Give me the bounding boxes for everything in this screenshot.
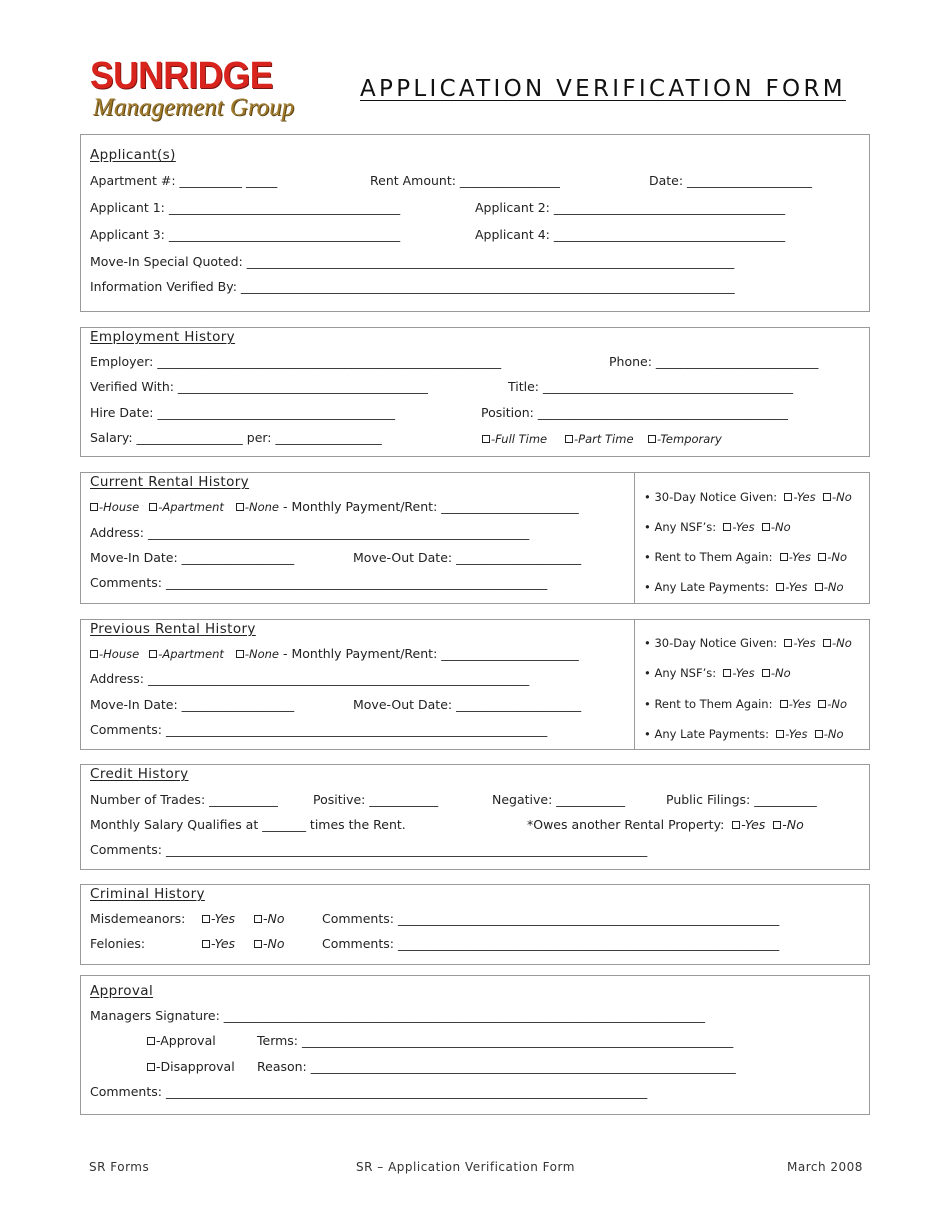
yes-label: -Yes	[793, 490, 816, 504]
no-label: -No	[831, 490, 852, 504]
late-payments-row	[644, 579, 844, 595]
applicant-1-field[interactable]: Applicant 1: _____________________________________	[90, 200, 401, 215]
checkbox-icon[interactable]	[90, 650, 98, 658]
logo-subtitle: Management Group	[93, 94, 295, 121]
checkbox-icon[interactable]	[202, 940, 210, 948]
title-field[interactable]: Title: ________________________________________	[508, 379, 793, 394]
rent-again-label: Rent to Them Again:	[654, 697, 773, 711]
checkbox-icon[interactable]	[254, 915, 262, 923]
checkbox-icon[interactable]	[773, 821, 781, 829]
no-option[interactable]	[818, 550, 847, 564]
no-option[interactable]	[815, 580, 844, 594]
previous-rental-heading: Previous Rental History	[90, 621, 256, 637]
rent-amount-field[interactable]: Rent Amount: ________________	[370, 173, 560, 188]
apartment-option[interactable]	[149, 647, 224, 661]
reason-field[interactable]: Reason: ____________________________________________________________________	[257, 1059, 736, 1074]
no-label: -No	[770, 666, 791, 680]
none-option[interactable]	[236, 647, 279, 661]
house-option[interactable]	[90, 647, 139, 661]
applicant-3-field[interactable]: Applicant 3: _____________________________________	[90, 227, 401, 242]
position-field[interactable]: Position: ________________________________________	[481, 405, 788, 420]
company-logo	[90, 56, 295, 126]
column-divider	[634, 620, 635, 749]
notice-label: 30-Day Notice Given:	[654, 490, 778, 504]
employment-section	[80, 327, 870, 457]
checkbox-icon[interactable]	[776, 583, 784, 591]
current-residence-type	[90, 499, 579, 515]
bullet: •	[644, 580, 651, 594]
nsf-label: Any NSF’s:	[654, 666, 717, 680]
no-label: -No	[770, 520, 791, 534]
house-option[interactable]	[90, 500, 139, 514]
no-option[interactable]	[823, 490, 852, 504]
footer-left: SR Forms	[89, 1160, 150, 1174]
part-time-option[interactable]	[565, 431, 634, 447]
previous-move-in-field[interactable]: Move-In Date: __________________	[90, 697, 295, 712]
approval-label: -Approval	[156, 1033, 216, 1048]
yes-label: -Yes	[793, 636, 816, 650]
notice-given-row	[644, 489, 852, 505]
no-label: -No	[831, 636, 852, 650]
checkbox-icon[interactable]	[90, 503, 98, 511]
bullet: •	[644, 666, 651, 680]
yes-option[interactable]	[776, 727, 807, 741]
no-option[interactable]	[773, 817, 804, 832]
late-payments-label: Any Late Payments:	[654, 727, 769, 741]
approval-option[interactable]	[147, 1033, 216, 1049]
nsf-label: Any NSF’s:	[654, 520, 717, 534]
applicant-4-field[interactable]: Applicant 4: _____________________________________	[475, 227, 786, 242]
checkbox-icon[interactable]	[723, 669, 731, 677]
number-of-trades-field[interactable]: Number of Trades: ___________	[90, 792, 278, 807]
applicants-heading: Applicant(s)	[90, 147, 176, 163]
employer-field[interactable]: Employer: _______________________________________________________	[90, 354, 502, 369]
misdemeanors-comments-field[interactable]: Comments: _____________________________________________________________	[322, 911, 780, 926]
terms-field[interactable]: Terms: _____________________________________________________________________	[257, 1033, 734, 1048]
apartment-field[interactable]: Apartment #: __________ _____	[90, 173, 278, 188]
house-label: -House	[99, 500, 140, 514]
previous-address-field[interactable]: Address: _____________________________________________________________	[90, 671, 530, 686]
yes-label: -Yes	[732, 666, 755, 680]
current-move-out-field[interactable]: Move-Out Date: ____________________	[353, 550, 582, 565]
nsf-row	[644, 665, 791, 681]
yes-label: -Yes	[211, 936, 236, 951]
footer-right: March 2008	[787, 1160, 863, 1174]
checkbox-icon[interactable]	[149, 650, 157, 658]
bullet: •	[644, 697, 651, 711]
rent-again-row	[644, 549, 847, 565]
managers-signature-field[interactable]: Managers Signature: _____________________________________________________________________________	[90, 1008, 706, 1023]
no-option[interactable]	[818, 697, 847, 711]
logo-wordmark: SUNRIDGE	[90, 55, 273, 97]
none-option[interactable]	[236, 500, 279, 514]
no-option[interactable]	[762, 520, 791, 534]
checkbox-icon[interactable]	[776, 730, 784, 738]
positive-field[interactable]: Positive: ___________	[313, 792, 439, 807]
rent-again-row	[644, 696, 847, 712]
temporary-option[interactable]	[648, 431, 722, 447]
yes-label: -Yes	[211, 911, 236, 926]
part-time-label: -Part Time	[574, 432, 634, 446]
bullet: •	[644, 550, 651, 564]
checkbox-icon[interactable]	[147, 1063, 155, 1071]
applicant-2-field[interactable]: Applicant 2: _____________________________________	[475, 200, 786, 215]
credit-section	[80, 764, 870, 870]
disapproval-label: -Disapproval	[156, 1059, 235, 1074]
bullet: •	[644, 727, 651, 741]
checkbox-icon[interactable]	[784, 493, 792, 501]
no-label: -No	[823, 727, 844, 741]
checkbox-icon[interactable]	[784, 639, 792, 647]
previous-rental-section	[80, 619, 870, 750]
previous-residence-type	[90, 646, 579, 662]
apartment-label: -Apartment	[158, 647, 224, 661]
previous-comments-field[interactable]: Comments: _____________________________________________________________	[90, 722, 548, 737]
yes-label: -Yes	[788, 550, 811, 564]
misdemeanors-no-option[interactable]	[254, 911, 285, 927]
checkbox-icon[interactable]	[482, 435, 490, 443]
yes-label: -Yes	[741, 817, 766, 832]
no-label: -No	[263, 936, 285, 951]
yes-option[interactable]	[780, 550, 811, 564]
checkbox-icon[interactable]	[723, 523, 731, 531]
yes-option[interactable]	[780, 697, 811, 711]
monthly-payment-field[interactable]: - Monthly Payment/Rent: ______________________	[279, 646, 579, 661]
monthly-payment-field[interactable]: - Monthly Payment/Rent: ______________________	[279, 499, 579, 514]
yes-option[interactable]	[784, 636, 815, 650]
date-field[interactable]: Date: ____________________	[649, 173, 813, 188]
nsf-row	[644, 519, 791, 535]
disapproval-option[interactable]	[147, 1059, 235, 1075]
page-title: APPLICATION VERIFICATION FORM	[360, 76, 846, 102]
no-label: -No	[827, 697, 848, 711]
checkbox-icon[interactable]	[202, 915, 210, 923]
approval-heading: Approval	[90, 983, 154, 999]
checkbox-icon[interactable]	[147, 1037, 155, 1045]
applicants-section	[80, 134, 870, 312]
none-label: -None	[244, 500, 280, 514]
verified-with-field[interactable]: Verified With: ________________________________________	[90, 379, 428, 394]
yes-option[interactable]	[723, 666, 754, 680]
felonies-yes-option[interactable]	[202, 936, 235, 952]
no-option[interactable]	[815, 727, 844, 741]
no-label: -No	[263, 911, 285, 926]
yes-label: -Yes	[732, 520, 755, 534]
apartment-label: -Apartment	[158, 500, 224, 514]
late-payments-row	[644, 726, 844, 742]
current-rental-section	[80, 472, 870, 604]
no-option[interactable]	[823, 636, 852, 650]
negative-field[interactable]: Negative: ___________	[492, 792, 626, 807]
house-label: -House	[99, 647, 140, 661]
information-verified-by-field[interactable]: Information Verified By: _______________________________________________________________________________	[90, 279, 735, 294]
yes-option[interactable]	[723, 520, 754, 534]
no-option[interactable]	[762, 666, 791, 680]
checkbox-icon[interactable]	[780, 700, 788, 708]
checkbox-icon[interactable]	[818, 553, 826, 561]
temporary-label: -Temporary	[657, 432, 722, 446]
current-move-in-field[interactable]: Move-In Date: __________________	[90, 550, 295, 565]
checkbox-icon[interactable]	[762, 669, 770, 677]
employment-heading: Employment History	[90, 329, 236, 345]
credit-comments-field[interactable]: Comments: _____________________________________________________________________________	[90, 842, 648, 857]
rent-again-label: Rent to Them Again:	[654, 550, 773, 564]
yes-label: -Yes	[785, 727, 808, 741]
column-divider	[634, 473, 635, 603]
current-address-field[interactable]: Address: _____________________________________________________________	[90, 525, 530, 540]
current-rental-heading: Current Rental History	[90, 474, 250, 490]
bullet: •	[644, 520, 651, 534]
late-payments-label: Any Late Payments:	[654, 580, 769, 594]
full-time-option[interactable]	[482, 431, 547, 447]
full-time-label: -Full Time	[491, 432, 548, 446]
salary-qualifies-field[interactable]: Monthly Salary Qualifies at _______ times the Rent.	[90, 817, 406, 832]
checkbox-icon[interactable]	[815, 583, 823, 591]
no-label: -No	[782, 817, 804, 832]
checkbox-icon[interactable]	[648, 435, 656, 443]
public-filings-field[interactable]: Public Filings: __________	[666, 792, 817, 807]
misdemeanors-yes-option[interactable]	[202, 911, 235, 927]
checkbox-icon[interactable]	[565, 435, 573, 443]
yes-option[interactable]	[776, 580, 807, 594]
approval-comments-field[interactable]: Comments: _____________________________________________________________________________	[90, 1084, 648, 1099]
checkbox-icon[interactable]	[823, 639, 831, 647]
felonies-label: Felonies:	[90, 936, 146, 951]
apartment-option[interactable]	[149, 500, 224, 514]
none-label: -None	[244, 647, 280, 661]
owes-rental-property-row	[527, 817, 804, 833]
checkbox-icon[interactable]	[732, 821, 740, 829]
notice-label: 30-Day Notice Given:	[654, 636, 778, 650]
criminal-section	[80, 884, 870, 965]
checkbox-icon[interactable]	[762, 523, 770, 531]
bullet: •	[644, 636, 651, 650]
checkbox-icon[interactable]	[815, 730, 823, 738]
previous-move-out-field[interactable]: Move-Out Date: ____________________	[353, 697, 582, 712]
checkbox-icon[interactable]	[254, 940, 262, 948]
footer-center: SR – Application Verification Form	[356, 1160, 575, 1174]
no-label: -No	[823, 580, 844, 594]
bullet: •	[644, 490, 651, 504]
current-comments-field[interactable]: Comments: _____________________________________________________________	[90, 575, 548, 590]
credit-heading: Credit History	[90, 766, 189, 782]
yes-option[interactable]	[732, 817, 765, 832]
no-label: -No	[827, 550, 848, 564]
salary-field[interactable]: Salary: _________________ per: _________________	[90, 430, 382, 445]
owes-label: *Owes another Rental Property:	[527, 817, 725, 832]
notice-given-row	[644, 635, 852, 651]
yes-label: -Yes	[785, 580, 808, 594]
checkbox-icon[interactable]	[236, 650, 244, 658]
felonies-comments-field[interactable]: Comments: _____________________________________________________________	[322, 936, 780, 951]
checkbox-icon[interactable]	[818, 700, 826, 708]
hire-date-field[interactable]: Hire Date: ______________________________________	[90, 405, 395, 420]
yes-option[interactable]	[784, 490, 815, 504]
checkbox-icon[interactable]	[236, 503, 244, 511]
move-in-special-field[interactable]: Move-In Special Quoted: ______________________________________________________________________________	[90, 254, 735, 269]
criminal-heading: Criminal History	[90, 886, 205, 902]
misdemeanors-label: Misdemeanors:	[90, 911, 186, 926]
approval-section	[80, 975, 870, 1115]
checkbox-icon[interactable]	[780, 553, 788, 561]
phone-field[interactable]: Phone: __________________________	[609, 354, 819, 369]
felonies-no-option[interactable]	[254, 936, 285, 952]
checkbox-icon[interactable]	[823, 493, 831, 501]
yes-label: -Yes	[788, 697, 811, 711]
checkbox-icon[interactable]	[149, 503, 157, 511]
